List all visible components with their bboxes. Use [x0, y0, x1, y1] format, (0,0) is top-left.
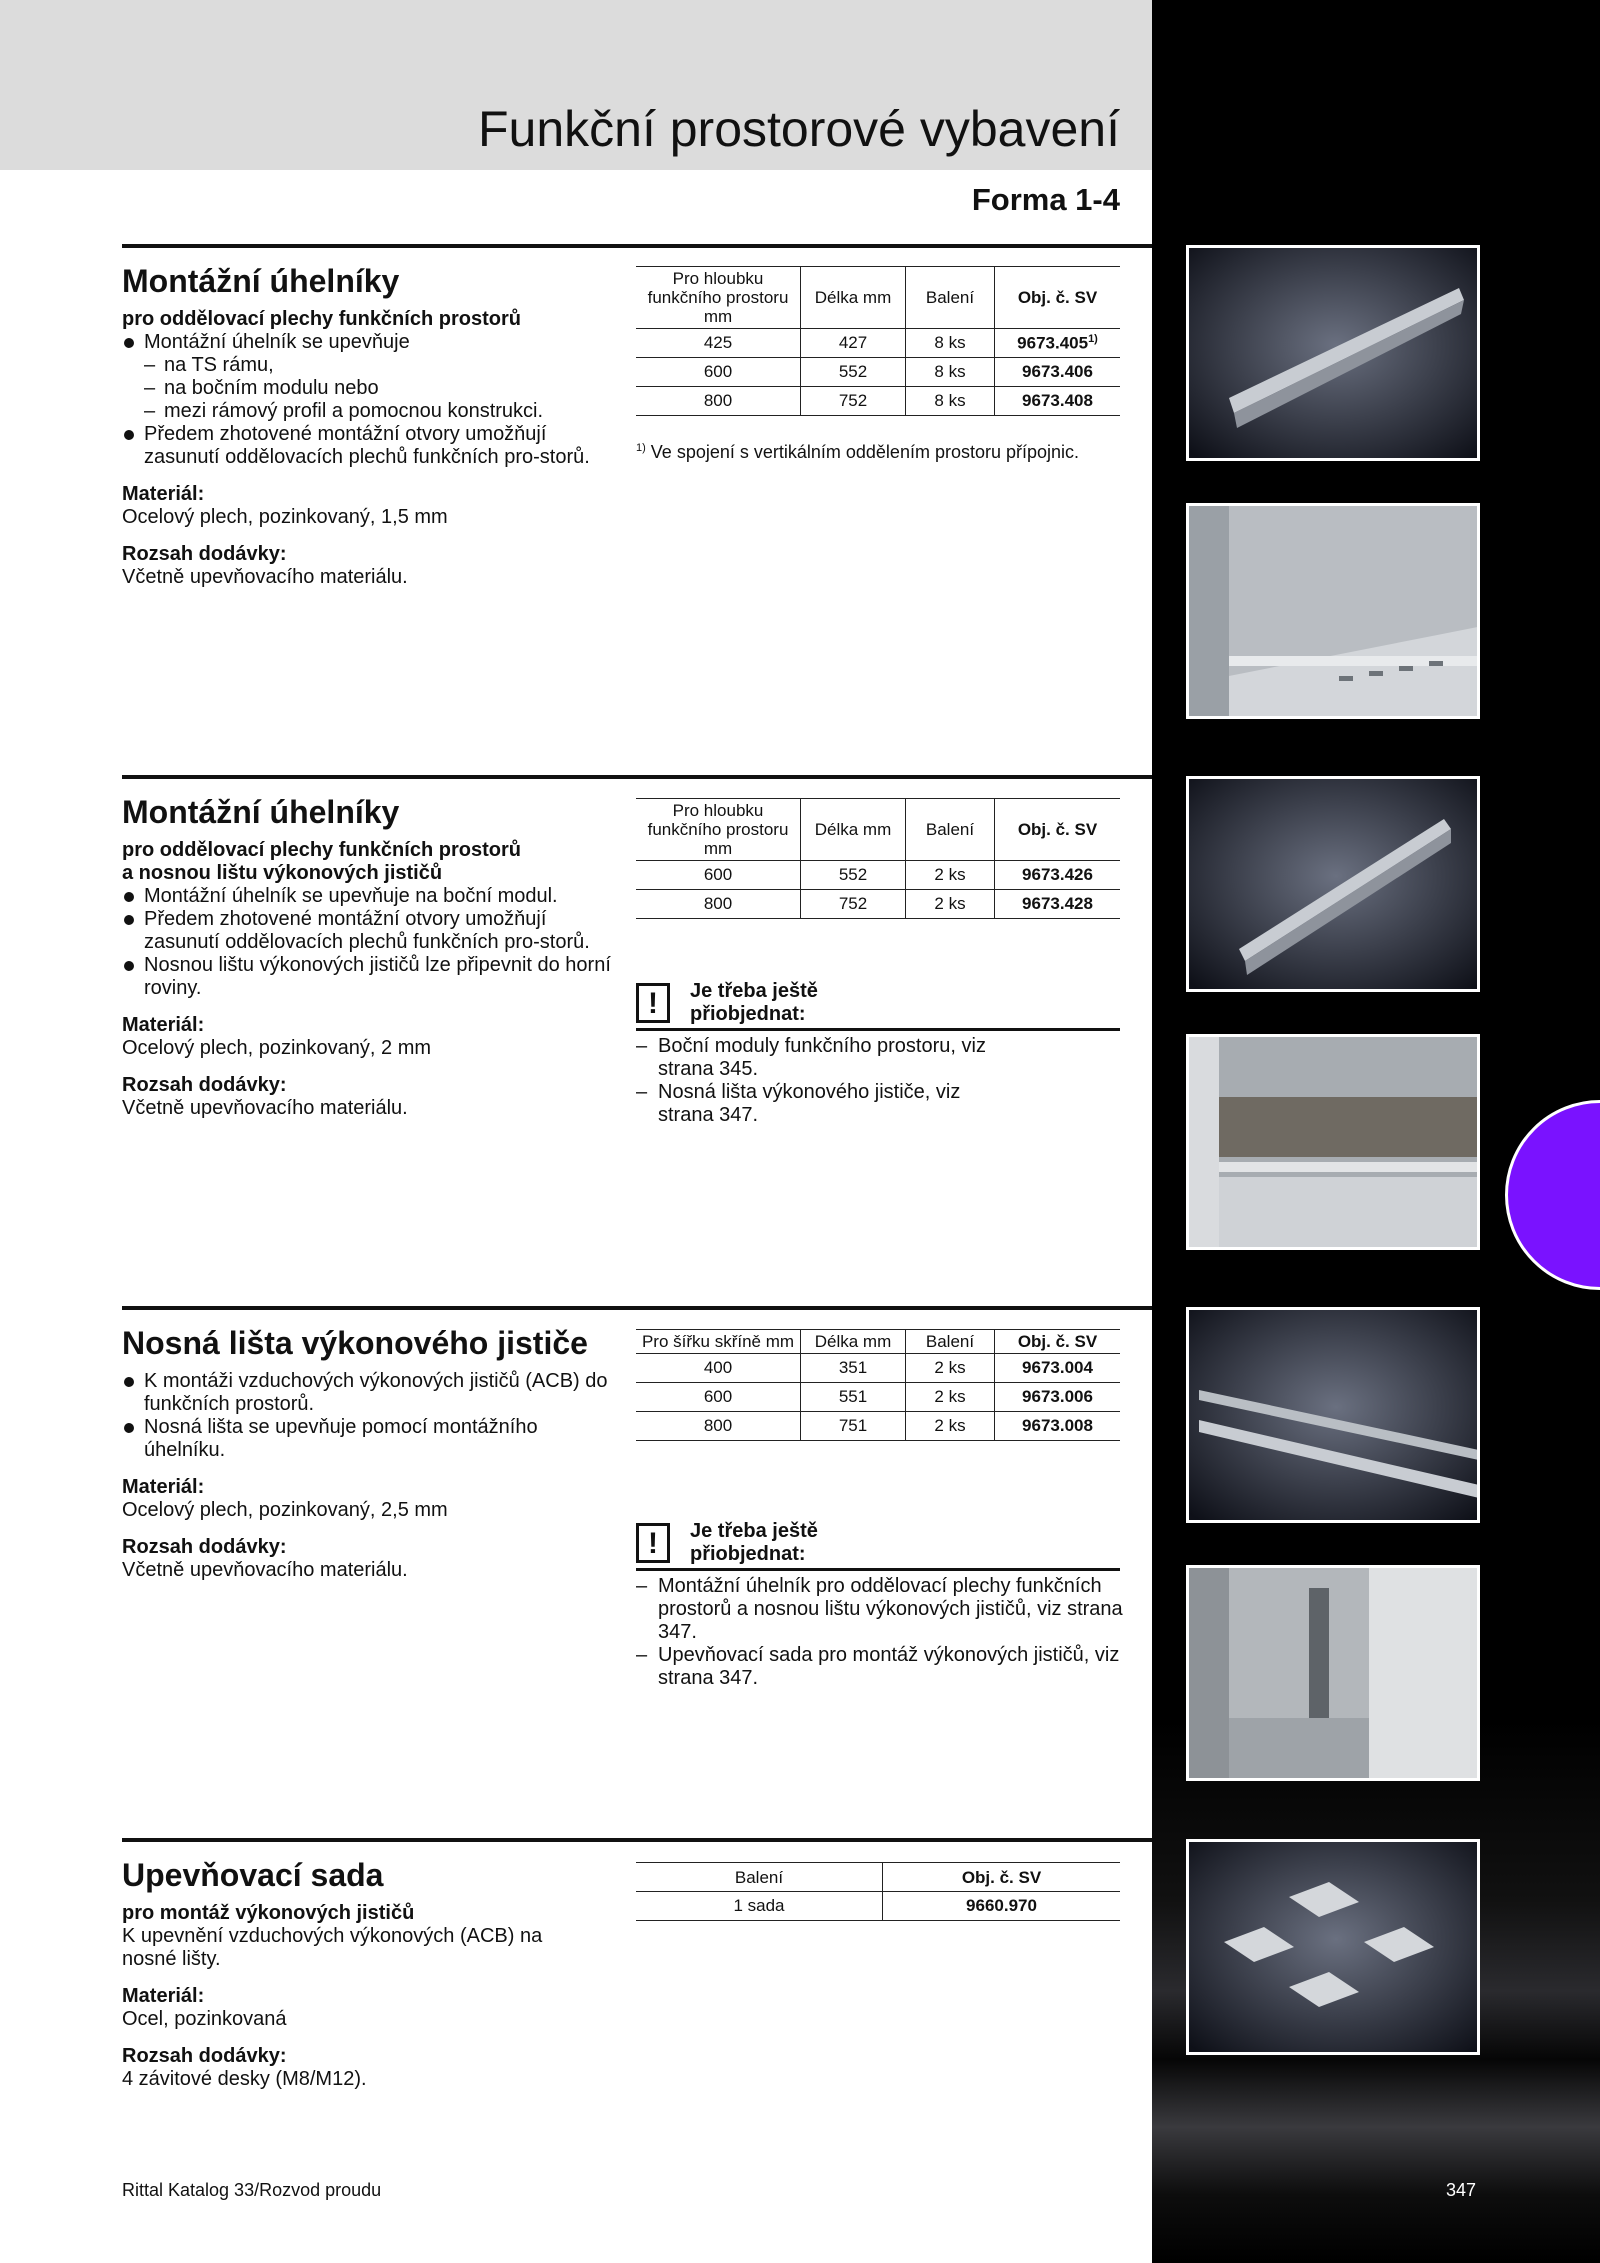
supply-label: Rozsah dodávky:	[122, 1536, 287, 1558]
list-item: – Montážní úhelník pro oddělovací plechy funkčních prostorů a nosnou lištu výkonových jističů, viz strana 347.	[636, 1575, 1128, 1644]
list-item: – na bočním modulu nebo	[144, 377, 379, 399]
table-row: 425 427 8 ks 9673.405$^{1)}$	[636, 329, 1120, 358]
section-4-table	[636, 1862, 1120, 1921]
page-number: 347	[1446, 2180, 1477, 2200]
supply-label: Rozsah dodávky:	[122, 1074, 287, 1096]
list-item: Předem zhotovené montážní otvory umožňují zasunutí oddělovacích plechů funkčních pro-storů.	[122, 423, 622, 469]
product-photo-angle-bracket	[1186, 245, 1480, 461]
section-2-title: Montážní úhelníky	[122, 794, 400, 830]
section-4-rule	[122, 1838, 1152, 1842]
list-item: K montáži vzduchových výkonových jističů (ACB) do funkčních prostorů.	[122, 1370, 622, 1416]
column-header: Pro hloubku funkčního prostoru mm	[636, 799, 801, 861]
section-2-list	[122, 885, 622, 1000]
section-3	[122, 1324, 622, 1582]
section-2	[122, 793, 622, 1120]
column-header: Obj. č. SV	[995, 1330, 1121, 1354]
material-label: Materiál:	[122, 1014, 205, 1036]
section-3-list	[122, 1370, 622, 1462]
supply-value: Včetně upevňovacího materiálu.	[122, 1097, 408, 1119]
column-header: Délka mm	[801, 267, 906, 329]
section-1-table	[636, 266, 1120, 416]
list-item: Montážní úhelník se upevňuje	[122, 331, 622, 354]
list-item: – Nosná lišta výkonového jističe, viz strana 347.	[636, 1081, 998, 1127]
supply-value: Včetně upevňovacího materiálu.	[122, 566, 408, 588]
list-item: – Boční moduly funkčního prostoru, viz strana 345.	[636, 1035, 998, 1081]
supply-value: 4 závitové desky (M8/M12).	[122, 2068, 367, 2090]
section-3-order-note	[636, 1520, 1123, 1690]
material-value: Ocelový plech, pozinkovaný, 2 mm	[122, 1037, 432, 1059]
table-row: 600 552 2 ks 9673.426	[636, 861, 1120, 890]
section-3-rule	[122, 1306, 1152, 1310]
product-photo-angle-bracket-2	[1186, 776, 1480, 992]
column-header: Balení	[636, 1863, 883, 1892]
list-item: – Upevňovací sada pro montáž výkonových jističů, viz strana 347.	[636, 1644, 1128, 1690]
list-item: Nosná lišta se upevňuje pomocí montážního úhelníku.	[122, 1416, 622, 1462]
section-2-rule	[122, 775, 1152, 779]
section-2-subtitle-2: a nosnou lištu výkonových jističů	[122, 862, 443, 884]
product-photo-installed-rail	[1186, 1034, 1480, 1250]
section-1-list	[122, 331, 622, 469]
column-header: Pro šířku skříně mm	[636, 1330, 801, 1354]
section-1-rule	[122, 244, 1152, 248]
section-2-order-note	[636, 980, 1120, 1127]
column-header: Balení	[906, 1330, 995, 1354]
page-title: Funkční prostorové vybavení	[478, 101, 1120, 157]
material-value: Ocelový plech, pozinkovaný, 2,5 mm	[122, 1499, 448, 1521]
table-row: 400 351 2 ks 9673.004	[636, 1354, 1120, 1383]
column-header: Pro hloubku funkčního prostoru mm	[636, 267, 801, 329]
list-item: Nosnou lištu výkonových jističů lze připevnit do horní roviny.	[122, 954, 622, 1000]
section-2-table	[636, 798, 1120, 919]
supply-value: Včetně upevňovacího materiálu.	[122, 1559, 408, 1581]
footnote: $^{1)}$ Ve spojení s vertikálním oddělením prostoru přípojnic.	[636, 442, 1080, 462]
footer-catalog: Rittal Katalog 33/Rozvod proudu	[122, 2180, 382, 2200]
table-row: 800 752 2 ks 9673.428	[636, 890, 1120, 919]
section-4	[122, 1856, 622, 2091]
column-header: Obj. č. SV	[995, 799, 1121, 861]
table-row: 800 752 8 ks 9673.408	[636, 387, 1120, 416]
section-2-subtitle: pro oddělovací plechy funkčních prostorů	[122, 839, 521, 861]
column-header: Obj. č. SV	[883, 1863, 1121, 1892]
section-3-title: Nosná lišta výkonového jističe	[122, 1325, 588, 1361]
exclamation-icon: !	[636, 983, 670, 1023]
section-1-subtitle: pro oddělovací plechy funkčních prostorů	[122, 308, 521, 330]
table-row: 600 552 8 ks 9673.406	[636, 358, 1120, 387]
table-row: 800 751 2 ks 9673.008	[636, 1412, 1120, 1441]
section-4-title: Upevňovací sada	[122, 1857, 384, 1893]
column-header: Délka mm	[801, 799, 906, 861]
product-photo-mounting-kit	[1186, 1839, 1480, 2055]
list-item: – mezi rámový profil a pomocnou konstrukci.	[144, 400, 544, 422]
column-header: Balení	[906, 267, 995, 329]
supply-label: Rozsah dodávky:	[122, 543, 287, 565]
page-subtitle: Forma 1-4	[971, 182, 1120, 217]
table-row: 600 551 2 ks 9673.006	[636, 1383, 1120, 1412]
section-1-title: Montážní úhelníky	[122, 263, 400, 299]
exclamation-icon: !	[636, 1523, 670, 1563]
material-label: Materiál:	[122, 1985, 205, 2007]
material-label: Materiál:	[122, 1476, 205, 1498]
order-label: Je třeba ještě přiobjednat:	[690, 1520, 818, 1565]
order-label: Je třeba ještě přiobjednat:	[690, 980, 818, 1025]
product-photo-support-rail	[1186, 1307, 1480, 1523]
table-row: 1 sada 9660.970	[636, 1892, 1120, 1921]
material-label: Materiál:	[122, 483, 205, 505]
list-item: Montážní úhelník se upevňuje na boční modul.	[122, 885, 622, 908]
material-value: Ocel, pozinkovaná	[122, 2008, 287, 2030]
supply-label: Rozsah dodávky:	[122, 2045, 287, 2067]
section-1	[122, 262, 622, 589]
section-4-subtitle: pro montáž výkonových jističů	[122, 1902, 415, 1924]
section-3-table	[636, 1329, 1120, 1441]
column-header: Délka mm	[801, 1330, 906, 1354]
product-photo-installed-breaker	[1186, 1565, 1480, 1781]
section-4-intro: K upevnění vzduchových výkonových (ACB) na nosné lišty.	[122, 1925, 543, 1970]
list-item: Předem zhotovené montážní otvory umožňují zasunutí oddělovacích plechů funkčních pro-storů.	[122, 908, 622, 954]
list-item: – na TS rámu,	[144, 354, 274, 376]
column-header: Balení	[906, 799, 995, 861]
column-header: Obj. č. SV	[995, 267, 1121, 329]
product-photo-installed-bracket	[1186, 503, 1480, 719]
material-value: Ocelový plech, pozinkovaný, 1,5 mm	[122, 506, 448, 528]
